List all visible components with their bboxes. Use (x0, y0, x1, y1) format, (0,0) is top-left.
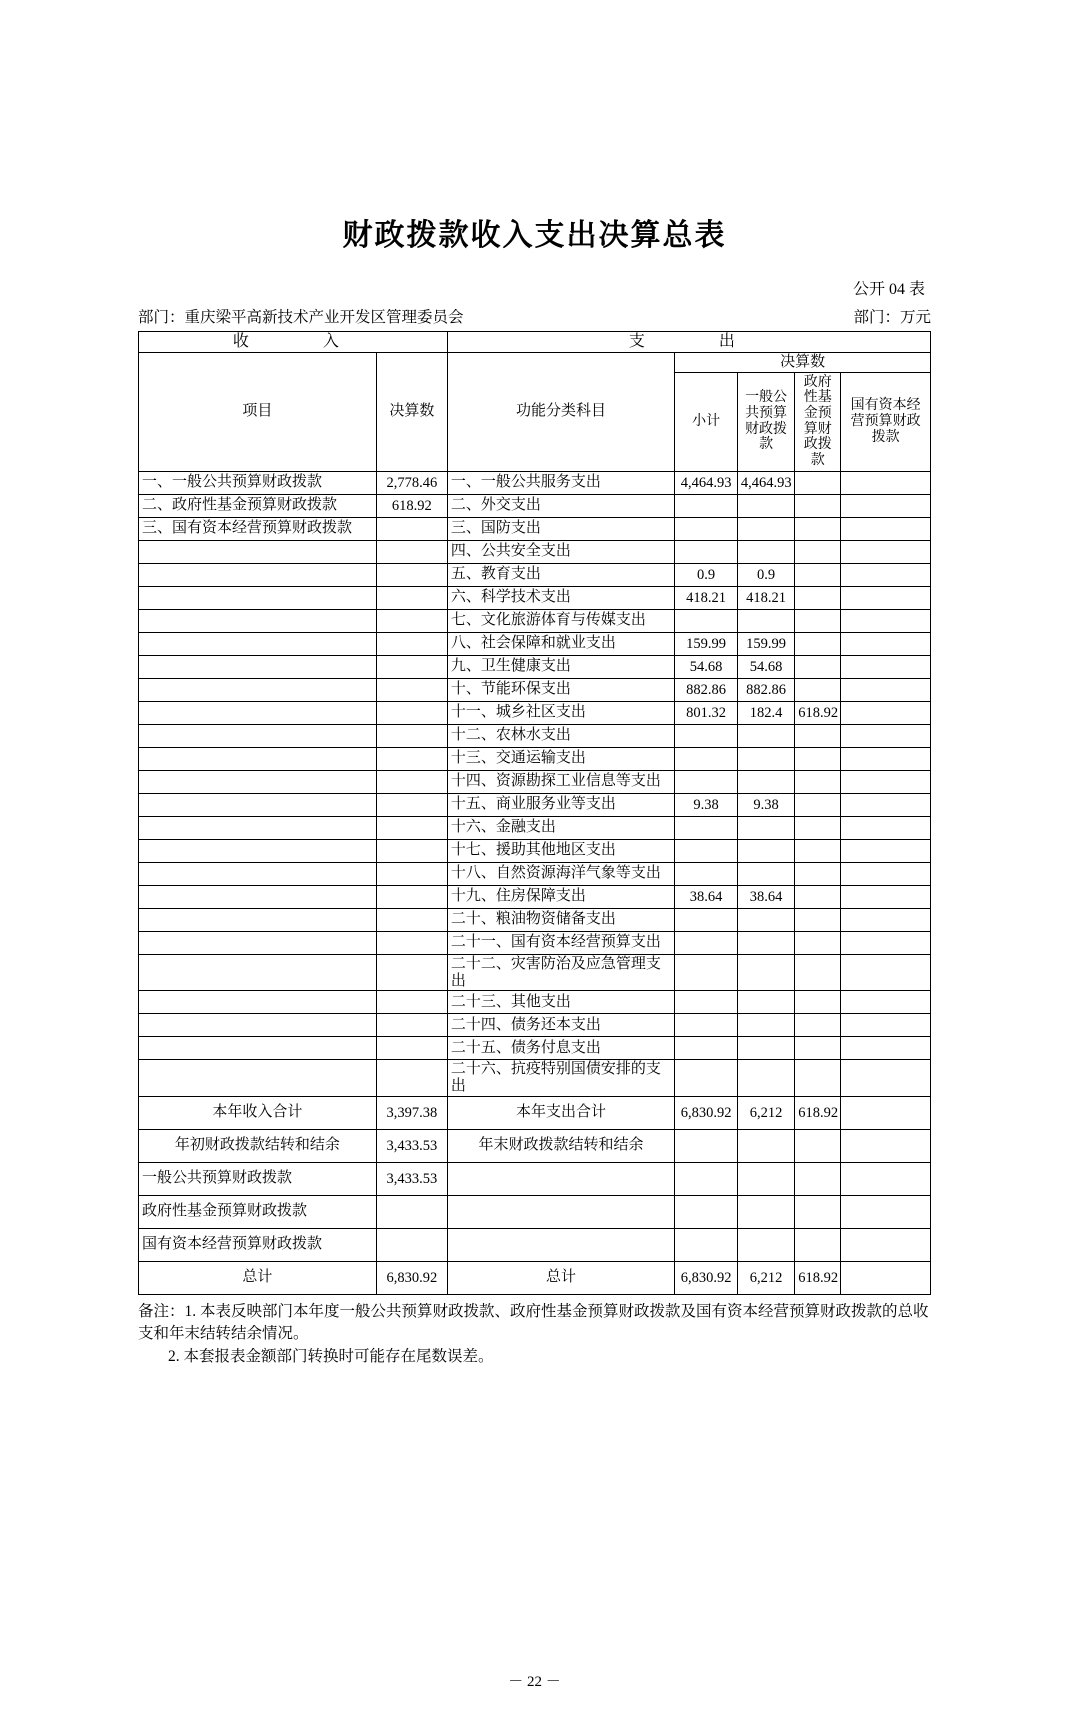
expense-capital-cell (841, 931, 931, 954)
summary-capital (841, 1096, 931, 1129)
table-row (139, 678, 931, 701)
expense-general-cell: 159.99 (737, 632, 794, 655)
income-item-cell (139, 991, 377, 1014)
expense-general-cell (737, 747, 794, 770)
expense-fund-cell (795, 908, 841, 931)
expense-capital-cell (841, 1014, 931, 1037)
summary-general (737, 1129, 794, 1162)
expense-subtotal-cell (675, 747, 738, 770)
expense-fund-cell (795, 655, 841, 678)
expense-item-cell: 二十一、国有资本经营预算支出 (447, 931, 674, 954)
expense-fund-cell (795, 1060, 841, 1097)
expense-fund-cell (795, 991, 841, 1014)
summary-expense-label (447, 1228, 674, 1261)
expense-fund-cell (795, 678, 841, 701)
summary-row (139, 1195, 931, 1228)
income-amount-cell (376, 1037, 447, 1060)
income-item-cell (139, 1060, 377, 1097)
meta-row (138, 305, 931, 327)
table-row (139, 586, 931, 609)
expense-item-cell: 七、文化旅游体育与传媒支出 (447, 609, 674, 632)
expense-fund-cell (795, 793, 841, 816)
income-amount-header: 决算数 (376, 352, 447, 471)
income-group-header: 收 入 (139, 332, 448, 353)
income-amount-cell: 618.92 (376, 494, 447, 517)
income-amount-cell (376, 839, 447, 862)
table-row (139, 540, 931, 563)
summary-income-amount (376, 1195, 447, 1228)
summary-subtotal (675, 1228, 738, 1261)
summary-income-amount: 3,433.53 (376, 1162, 447, 1195)
expense-fund-cell (795, 471, 841, 494)
table-row (139, 793, 931, 816)
expense-capital-cell (841, 701, 931, 724)
summary-row (139, 1096, 931, 1129)
expense-fund-cell (795, 609, 841, 632)
income-amount-cell (376, 908, 447, 931)
expense-fund-cell (795, 770, 841, 793)
expense-capital-cell (841, 517, 931, 540)
expense-general-cell: 182.4 (737, 701, 794, 724)
income-item-cell (139, 563, 377, 586)
expense-fund-cell (795, 931, 841, 954)
expense-item-cell: 一、一般公共服务支出 (447, 471, 674, 494)
expense-general-cell (737, 494, 794, 517)
summary-subtotal (675, 1195, 738, 1228)
expense-item-cell: 十六、金融支出 (447, 816, 674, 839)
expense-subtotal-cell: 418.21 (675, 586, 738, 609)
summary-income-label: 国有资本经营预算财政拨款 (139, 1228, 377, 1261)
table-row (139, 839, 931, 862)
expense-item-cell: 二、外交支出 (447, 494, 674, 517)
summary-capital (841, 1129, 931, 1162)
income-amount-cell (376, 586, 447, 609)
income-item-cell (139, 885, 377, 908)
expense-capital-cell (841, 540, 931, 563)
table-row (139, 747, 931, 770)
summary-income-label: 本年收入合计 (139, 1096, 377, 1129)
income-item-cell (139, 793, 377, 816)
expense-fund-cell (795, 816, 841, 839)
expense-fund-cell (795, 862, 841, 885)
expense-capital-cell (841, 678, 931, 701)
expense-fund-cell (795, 563, 841, 586)
expense-subtotal-cell: 54.68 (675, 655, 738, 678)
income-amount-cell (376, 1014, 447, 1037)
expense-general-cell (737, 839, 794, 862)
expense-capital-cell (841, 908, 931, 931)
table-row (139, 991, 931, 1014)
expense-item-cell: 二十六、抗疫特别国债安排的支出 (447, 1060, 674, 1097)
table-row (139, 724, 931, 747)
summary-income-label: 政府性基金预算财政拨款 (139, 1195, 377, 1228)
table-row (139, 908, 931, 931)
income-amount-cell (376, 816, 447, 839)
subtotal-header: 小计 (675, 372, 738, 471)
expense-subtotal-cell (675, 862, 738, 885)
expense-item-cell: 二十三、其他支出 (447, 991, 674, 1014)
summary-fund (795, 1228, 841, 1261)
income-amount-cell: 2,778.46 (376, 471, 447, 494)
summary-general (737, 1195, 794, 1228)
expense-item-cell: 八、社会保障和就业支出 (447, 632, 674, 655)
summary-income-label: 一般公共预算财政拨款 (139, 1162, 377, 1195)
summary-general (737, 1228, 794, 1261)
expense-subtotal-cell: 159.99 (675, 632, 738, 655)
expense-capital-cell (841, 1060, 931, 1097)
income-amount-cell (376, 862, 447, 885)
expense-capital-cell (841, 954, 931, 991)
expense-general-cell: 418.21 (737, 586, 794, 609)
expense-general-cell (737, 908, 794, 931)
summary-fund (795, 1195, 841, 1228)
income-amount-cell (376, 931, 447, 954)
expense-general-cell: 54.68 (737, 655, 794, 678)
table-row (139, 609, 931, 632)
expense-group-header: 支 出 (447, 332, 930, 353)
income-item-cell (139, 655, 377, 678)
expense-general-cell: 882.86 (737, 678, 794, 701)
income-amount-cell (376, 770, 447, 793)
unit-label: 部门：万元 (853, 309, 931, 326)
summary-subtotal: 6,830.92 (675, 1096, 738, 1129)
expense-item-cell: 十一、城乡社区支出 (447, 701, 674, 724)
summary-fund: 618.92 (795, 1261, 841, 1294)
expense-general-cell (737, 991, 794, 1014)
expense-item-cell: 三、国防支出 (447, 517, 674, 540)
summary-general (737, 1162, 794, 1195)
document-page (0, 210, 1069, 1725)
income-amount-cell (376, 609, 447, 632)
summary-subtotal (675, 1129, 738, 1162)
expense-subtotal-cell (675, 991, 738, 1014)
summary-row (139, 1129, 931, 1162)
table-row (139, 563, 931, 586)
budget-table (138, 331, 931, 1295)
general-public-budget-header: 一般公共预算财政拨款 (737, 372, 794, 471)
expense-item-cell: 十、节能环保支出 (447, 678, 674, 701)
expense-general-cell (737, 724, 794, 747)
income-amount-cell (376, 655, 447, 678)
expense-capital-cell (841, 862, 931, 885)
summary-income-label: 总计 (139, 1261, 377, 1294)
expense-capital-cell (841, 770, 931, 793)
table-row (139, 954, 931, 991)
expense-general-cell (737, 1037, 794, 1060)
table-row (139, 1060, 931, 1097)
expense-subtotal-cell (675, 1037, 738, 1060)
table-row (139, 816, 931, 839)
expense-fund-cell (795, 494, 841, 517)
summary-fund: 618.92 (795, 1096, 841, 1129)
expense-general-cell (737, 770, 794, 793)
income-item-header: 项目 (139, 352, 377, 471)
expense-subtotal-cell (675, 517, 738, 540)
expense-capital-cell (841, 991, 931, 1014)
expense-subtotal-cell (675, 494, 738, 517)
expense-general-cell (737, 540, 794, 563)
expense-capital-cell (841, 563, 931, 586)
income-amount-cell (376, 540, 447, 563)
expense-item-cell: 四、公共安全支出 (447, 540, 674, 563)
expense-subtotal-cell (675, 540, 738, 563)
table-row (139, 494, 931, 517)
income-item-cell (139, 609, 377, 632)
expense-item-header: 功能分类科目 (447, 352, 674, 471)
table-row (139, 655, 931, 678)
expense-subtotal-cell: 38.64 (675, 885, 738, 908)
table-row (139, 770, 931, 793)
income-item-cell (139, 862, 377, 885)
expense-subtotal-cell (675, 816, 738, 839)
expense-capital-cell (841, 1037, 931, 1060)
expense-general-cell: 9.38 (737, 793, 794, 816)
summary-capital (841, 1261, 931, 1294)
expense-item-cell: 十八、自然资源海洋气象等支出 (447, 862, 674, 885)
expense-subtotal-cell (675, 839, 738, 862)
income-amount-cell (376, 991, 447, 1014)
expense-item-cell: 十四、资源勘探工业信息等支出 (447, 770, 674, 793)
expense-general-cell (737, 1060, 794, 1097)
expense-general-cell (737, 931, 794, 954)
page-title: 财政拨款收入支出决算总表 (342, 219, 727, 252)
table-notes (138, 1301, 938, 1368)
expense-general-cell: 38.64 (737, 885, 794, 908)
expense-item-cell: 二十四、债务还本支出 (447, 1014, 674, 1037)
income-amount-cell (376, 678, 447, 701)
expense-fund-cell (795, 724, 841, 747)
expense-fund-cell (795, 954, 841, 991)
expense-subtotal-cell (675, 908, 738, 931)
expense-general-cell (737, 862, 794, 885)
expense-capital-cell (841, 816, 931, 839)
summary-fund (795, 1162, 841, 1195)
income-amount-cell (376, 747, 447, 770)
income-amount-cell (376, 517, 447, 540)
summary-capital (841, 1195, 931, 1228)
summary-income-amount (376, 1228, 447, 1261)
final-accounts-header: 决算数 (675, 352, 931, 372)
table-row (139, 885, 931, 908)
summary-capital (841, 1162, 931, 1195)
expense-fund-cell (795, 839, 841, 862)
summary-fund (795, 1129, 841, 1162)
expense-item-cell: 九、卫生健康支出 (447, 655, 674, 678)
expense-item-cell: 二十、粮油物资储备支出 (447, 908, 674, 931)
summary-income-amount: 3,433.53 (376, 1129, 447, 1162)
expense-fund-cell (795, 540, 841, 563)
income-item-cell (139, 586, 377, 609)
expense-subtotal-cell (675, 724, 738, 747)
summary-row (139, 1228, 931, 1261)
income-item-cell (139, 770, 377, 793)
expense-capital-cell (841, 747, 931, 770)
expense-capital-cell (841, 793, 931, 816)
income-item-cell (139, 747, 377, 770)
summary-income-label: 年初财政拨款结转和结余 (139, 1129, 377, 1162)
expense-fund-cell (795, 1014, 841, 1037)
income-item-cell (139, 724, 377, 747)
expense-capital-cell (841, 586, 931, 609)
summary-expense-label: 总计 (447, 1261, 674, 1294)
expense-item-cell: 十七、援助其他地区支出 (447, 839, 674, 862)
expense-general-cell (737, 816, 794, 839)
expense-subtotal-cell: 801.32 (675, 701, 738, 724)
income-item-cell: 三、国有资本经营预算财政拨款 (139, 517, 377, 540)
income-item-cell: 一、一般公共预算财政拨款 (139, 471, 377, 494)
summary-subtotal (675, 1162, 738, 1195)
table-row (139, 1037, 931, 1060)
income-item-cell (139, 701, 377, 724)
income-item-cell (139, 1037, 377, 1060)
table-header-group-row (139, 332, 931, 353)
summary-expense-label (447, 1195, 674, 1228)
expense-capital-cell (841, 609, 931, 632)
expense-item-cell: 十九、住房保障支出 (447, 885, 674, 908)
summary-row (139, 1162, 931, 1195)
table-row (139, 632, 931, 655)
summary-income-amount: 6,830.92 (376, 1261, 447, 1294)
expense-general-cell (737, 517, 794, 540)
expense-capital-cell (841, 632, 931, 655)
expense-subtotal-cell (675, 954, 738, 991)
income-amount-cell (376, 701, 447, 724)
form-number: 公开 04 表 (852, 281, 925, 298)
expense-item-cell: 十三、交通运输支出 (447, 747, 674, 770)
table-header-subgroup-row (139, 352, 931, 372)
government-fund-budget-header: 政府性基金预算财政拨款 (795, 372, 841, 471)
income-item-cell (139, 816, 377, 839)
page-number: － 22 － (508, 1674, 561, 1690)
expense-subtotal-cell: 882.86 (675, 678, 738, 701)
expense-item-cell: 二十五、债务付息支出 (447, 1037, 674, 1060)
expense-item-cell: 十二、农林水支出 (447, 724, 674, 747)
expense-fund-cell (795, 747, 841, 770)
expense-item-cell: 六、科学技术支出 (447, 586, 674, 609)
expense-fund-cell (795, 586, 841, 609)
note-line-1: 备注：1. 本表反映部门本年度一般公共预算财政拨款、政府性基金预算财政拨款及国有资本经营预算财政拨款的总收支和年末结转结余情况。 (138, 1302, 929, 1343)
summary-general: 6,212 (737, 1261, 794, 1294)
income-item-cell (139, 839, 377, 862)
expense-capital-cell (841, 494, 931, 517)
income-item-cell (139, 678, 377, 701)
income-item-cell: 二、政府性基金预算财政拨款 (139, 494, 377, 517)
expense-fund-cell: 618.92 (795, 701, 841, 724)
department-label: 部门：重庆梁平高新技术产业开发区管理委员会 (138, 309, 464, 326)
expense-general-cell (737, 1014, 794, 1037)
expense-capital-cell (841, 839, 931, 862)
expense-subtotal-cell (675, 770, 738, 793)
expense-item-cell: 二十二、灾害防治及应急管理支出 (447, 954, 674, 991)
state-capital-budget-header: 国有资本经营预算财政拨款 (841, 372, 931, 471)
income-amount-cell (376, 885, 447, 908)
expense-subtotal-cell (675, 609, 738, 632)
summary-expense-label (447, 1162, 674, 1195)
expense-capital-cell (841, 885, 931, 908)
income-amount-cell (376, 632, 447, 655)
summary-expense-label: 年末财政拨款结转和结余 (447, 1129, 674, 1162)
expense-general-cell: 4,464.93 (737, 471, 794, 494)
table-row (139, 701, 931, 724)
summary-subtotal: 6,830.92 (675, 1261, 738, 1294)
income-item-cell (139, 1014, 377, 1037)
income-item-cell (139, 931, 377, 954)
income-amount-cell (376, 563, 447, 586)
expense-capital-cell (841, 655, 931, 678)
expense-subtotal-cell: 4,464.93 (675, 471, 738, 494)
income-amount-cell (376, 954, 447, 991)
expense-general-cell (737, 609, 794, 632)
expense-subtotal-cell: 0.9 (675, 563, 738, 586)
expense-subtotal-cell (675, 1060, 738, 1097)
expense-capital-cell (841, 471, 931, 494)
summary-capital (841, 1228, 931, 1261)
summary-row (139, 1261, 931, 1294)
table-row (139, 862, 931, 885)
expense-capital-cell (841, 724, 931, 747)
expense-general-cell: 0.9 (737, 563, 794, 586)
note-line-2: 2. 本套报表金额部门转换时可能存在尾数误差。 (168, 1347, 494, 1365)
income-item-cell (139, 954, 377, 991)
expense-item-cell: 五、教育支出 (447, 563, 674, 586)
table-row (139, 471, 931, 494)
income-amount-cell (376, 724, 447, 747)
expense-subtotal-cell: 9.38 (675, 793, 738, 816)
expense-fund-cell (795, 517, 841, 540)
income-item-cell (139, 632, 377, 655)
expense-general-cell (737, 954, 794, 991)
income-amount-cell (376, 793, 447, 816)
income-item-cell (139, 908, 377, 931)
table-row (139, 1014, 931, 1037)
summary-expense-label: 本年支出合计 (447, 1096, 674, 1129)
summary-general: 6,212 (737, 1096, 794, 1129)
income-item-cell (139, 540, 377, 563)
expense-subtotal-cell (675, 1014, 738, 1037)
table-row (139, 931, 931, 954)
expense-fund-cell (795, 1037, 841, 1060)
summary-income-amount: 3,397.38 (376, 1096, 447, 1129)
income-amount-cell (376, 1060, 447, 1097)
expense-subtotal-cell (675, 931, 738, 954)
expense-item-cell: 十五、商业服务业等支出 (447, 793, 674, 816)
expense-fund-cell (795, 632, 841, 655)
expense-fund-cell (795, 885, 841, 908)
table-row (139, 517, 931, 540)
